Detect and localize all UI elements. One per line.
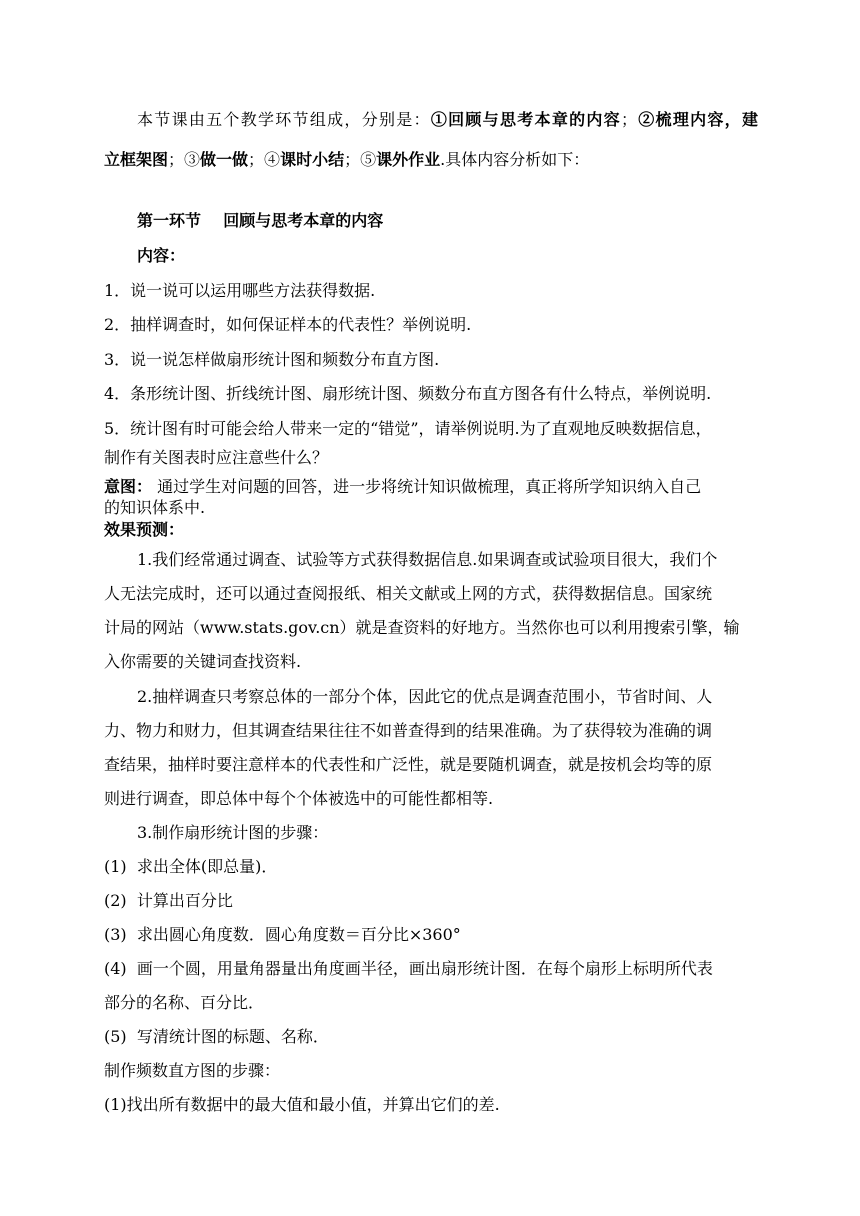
intro-line-2 <box>104 149 758 171</box>
intro-separator: ； <box>620 110 637 129</box>
pie-step-2: (2) 计算出百分比 <box>104 891 233 910</box>
content-item-1: 1．说一说可以运用哪些方法获得数据. <box>104 281 376 300</box>
effect-p1-line-3: 计局的网站（www.stats.gov.cn）就是查资料的好地方。当然你也可以利用搜索引擎，输 <box>104 618 740 637</box>
pie-step-4-cont: 部分的名称、百分比． <box>104 993 265 1012</box>
effect-p2-line-1: 2.抽样调查只考察总体的一部分个体，因此它的优点是调查范围小，节省时间、人 <box>137 687 713 706</box>
effect-p1-line-1: 1.我们经常通过调查、试验等方式获得数据信息.如果调查或试验项目很大，我们个 <box>137 550 718 569</box>
content-item-5: 5．统计图有时可能会给人带来一定的“错觉”，请举例说明.为了直观地反映数据信息， <box>104 419 712 438</box>
effect-p2-line-4: 则进行调查，即总体中每个个体被选中的可能性都相等. <box>104 789 494 808</box>
content-item-3: 3．说一说怎样做扇形统计图和频数分布直方图. <box>104 350 440 369</box>
effect-label: 效果预测： <box>104 520 185 539</box>
content-item-5-cont: 制作有关图表时应注意些什么？ <box>104 448 329 467</box>
content-label: 内容： <box>137 246 186 265</box>
effect-p2-line-2: 力、物力和财力，但其调查结果往往不如普查得到的结果准确。为了获得较为准确的调 <box>104 721 713 740</box>
intro-separator: ；④ <box>248 150 281 169</box>
pie-step-4: (4) 画一个圆，用量角器量出角度画半径，画出扇形统计图．在每个扇形上标明所代表 <box>104 959 713 978</box>
pie-step-3: (3) 求出圆心角度数．圆心角度数＝百分比×360° <box>104 925 461 944</box>
hist-steps-title: 制作频数直方图的步骤： <box>104 1061 281 1080</box>
pie-step-1: (1) 求出全体(即总量)． <box>104 857 278 876</box>
pie-step-5: (5) 写清统计图的标题、名称． <box>104 1027 329 1046</box>
intro-tail: .具体内容分析如下： <box>440 150 590 169</box>
intro-bold-step-3: 做一做 <box>200 150 249 169</box>
intro-bold-step-2-cont: 立框架图 <box>104 150 169 169</box>
pie-steps-title: 3.制作扇形统计图的步骤： <box>137 823 329 842</box>
section-heading: 第一环节 回顾与思考本章的内容 <box>137 211 384 230</box>
intro-bold-step-5: 课外作业 <box>376 150 441 169</box>
intent-label: 意图： <box>104 477 153 496</box>
effect-p2-line-3: 查结果，抽样时要注意样本的代表性和广泛性，就是要随机调查，就是按机会均等的原 <box>104 755 713 774</box>
intro-bold-step-2: ②梳理内容，建 <box>636 110 758 129</box>
intro-bold-step-4: 课时小结 <box>280 150 345 169</box>
hist-step-1: (1)找出所有数据中的最大值和最小值，并算出它们的差. <box>104 1095 500 1114</box>
intro-text: 本节课由五个教学环节组成，分别是： <box>137 110 431 129</box>
intent-line-2: 的知识体系中. <box>104 498 206 517</box>
effect-p1-line-4: 入你需要的关键词查找资料. <box>104 652 302 671</box>
intent-text: 通过学生对问题的回答，进一步将统计知识做梳理，真正将所学知识纳入自己 <box>152 477 702 496</box>
intro-separator: ；③ <box>168 150 201 169</box>
intro-separator: ；⑤ <box>344 150 377 169</box>
content-item-4: 4．条形统计图、折线统计图、扇形统计图、频数分布直方图各有什么特点，举例说明. <box>104 384 712 403</box>
intro-line-1 <box>137 109 758 131</box>
intent-line-1 <box>104 476 758 498</box>
effect-p1-line-2: 人无法完成时，还可以通过查阅报纸、相关文献或上网的方式，获得数据信息。国家统 <box>104 584 713 603</box>
intro-bold-step-1: ①回顾与思考本章的内容 <box>430 110 621 129</box>
content-item-2: 2．抽样调查时，如何保证样本的代表性？举例说明. <box>104 315 472 334</box>
